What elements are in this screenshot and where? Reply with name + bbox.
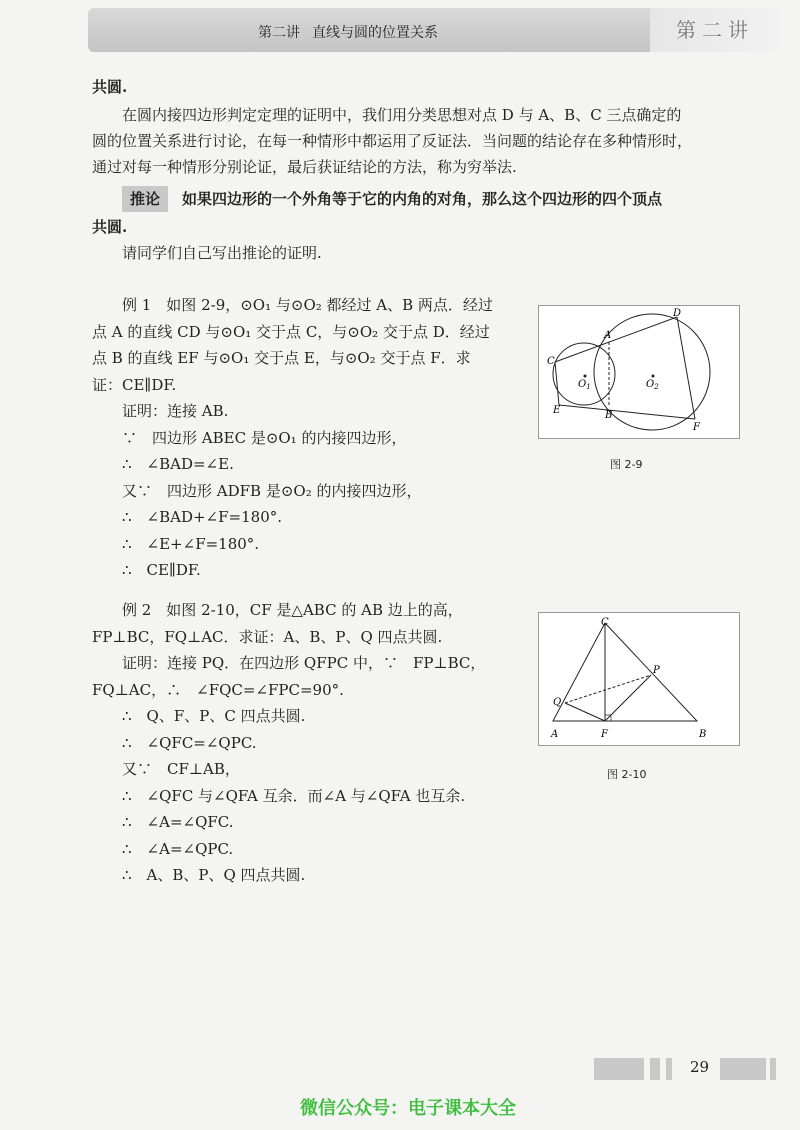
ex1-line: ∴ CE∥DF. xyxy=(122,561,201,579)
ex1-line: ∵ 四边形 ABEC 是⊙O₁ 的内接四边形， xyxy=(122,428,407,447)
label-q: Q xyxy=(553,697,562,708)
corollary-exercise: 请同学们自己写出推论的证明. xyxy=(122,244,322,262)
figure-2-10 xyxy=(538,612,740,746)
chapter-label: 第二讲 xyxy=(258,25,300,41)
figure-2-9-diagram xyxy=(539,306,739,438)
para-line-3: 通过对每一种情形分别论证，最后获证结论的方法，称为穷举法. xyxy=(92,158,517,176)
label-d: D xyxy=(673,308,682,319)
segment-fp xyxy=(605,675,651,721)
corollary-text: 如果四边形的一个外角等于它的内角的对角，那么这个四边形的四个顶点 xyxy=(182,190,663,208)
label-a: A xyxy=(551,729,559,740)
ex1-line: 证明：连接 AB. xyxy=(122,402,229,420)
ex2-line: ∴ ∠A=∠QFC. xyxy=(122,813,234,831)
chapter-title: 直线与圆的位置关系 xyxy=(312,25,438,41)
ex2-line: FQ⊥AC，∴ ∠FQC=∠FPC=90°. xyxy=(92,680,344,699)
triangle-abc xyxy=(553,623,697,721)
footer-watermark: 微信公众号：电子课本大全 xyxy=(300,1098,516,1119)
ex2-line: 又∵ CF⊥AB， xyxy=(122,760,240,778)
caption-2-10: 图 2-10 xyxy=(607,768,647,781)
ex2-line: ∴ ∠QFC=∠QPC. xyxy=(122,733,257,752)
label-o1: $O_1$ xyxy=(578,379,591,391)
ex2-line: 证明：连接 PQ．在四边形 QFPC 中，∵ FP⊥BC， xyxy=(122,654,486,672)
ex1-line: 例 1 如图 2-9，⊙O₁ 与⊙O₂ 都经过 A、B 两点．经过 xyxy=(122,296,493,314)
label-b: B xyxy=(605,410,613,421)
ex1-line: ∴ ∠BAD+∠F=180°. xyxy=(122,508,283,526)
page-header xyxy=(88,8,780,52)
segment-ce xyxy=(555,362,559,405)
center-o2 xyxy=(652,375,655,378)
ex1-line: 点 A 的直线 CD 与⊙O₁ 交于点 C，与⊙O₂ 交于点 D．经过 xyxy=(92,322,490,341)
label-c: C xyxy=(601,617,609,628)
label-c: C xyxy=(547,356,555,367)
circle-o1 xyxy=(553,343,615,405)
para-line-2: 圆的位置关系进行讨论，在每一种情形中都运用了反证法．当问题的结论存在多种情形时， xyxy=(92,132,693,150)
ex1-line: ∴ ∠BAD=∠E. xyxy=(122,455,234,473)
ex1-line: 又∵ 四边形 ADFB 是⊙O₂ 的内接四边形， xyxy=(122,481,422,500)
corollary xyxy=(122,186,662,212)
line-ef xyxy=(559,405,695,419)
label-b: B xyxy=(699,729,707,740)
ex2-line: ∴ ∠A=∠QPC. xyxy=(122,839,234,858)
ex2-line: 例 2 如图 2-10，CF 是△ABC 的 AB 边上的高， xyxy=(122,601,463,619)
segment-fq xyxy=(565,703,605,721)
ex1-line: 证：CE∥DF. xyxy=(92,375,177,394)
para-line-0: 共圆. xyxy=(92,78,128,96)
label-p: P xyxy=(653,665,660,676)
segment-df xyxy=(677,317,695,419)
label-a: A xyxy=(604,330,612,341)
figure-2-9 xyxy=(538,305,740,439)
ex2-line: ∴ ∠QFC 与∠QFA 互余．而∠A 与∠QFA 也互余. xyxy=(122,786,466,805)
label-f: F xyxy=(693,422,700,433)
center-o1 xyxy=(584,375,587,378)
para-line-1: 在圆内接四边形判定定理的证明中，我们用分类思想对点 D 与 A、B、C 三点确定的 xyxy=(122,106,682,124)
page-number: 29 xyxy=(690,1058,710,1076)
header-title xyxy=(258,22,450,42)
label-o2: $O_2$ xyxy=(646,379,659,391)
figure-2-10-diagram xyxy=(539,613,739,745)
ex2-line: FP⊥BC，FQ⊥AC．求证：A、B、P、Q 四点共圆. xyxy=(92,627,443,646)
label-f: F xyxy=(601,729,608,740)
ex1-line: ∴ ∠E+∠F=180°. xyxy=(122,534,260,553)
ex2-line: ∴ Q、F、P、C 四点共圆. xyxy=(122,707,306,725)
ex2-line: ∴ A、B、P、Q 四点共圆. xyxy=(122,866,306,884)
ex1-line: 点 B 的直线 EF 与⊙O₁ 交于点 E，与⊙O₂ 交于点 F．求 xyxy=(92,349,471,367)
chapter-tab: 第二讲 xyxy=(650,8,780,52)
caption-2-9: 图 2-9 xyxy=(610,458,643,471)
line-cd xyxy=(555,317,677,362)
segment-pq xyxy=(565,675,651,703)
corollary-tag: 推论 xyxy=(122,186,168,212)
corollary-line-2: 共圆. xyxy=(92,218,128,236)
label-e: E xyxy=(553,405,561,416)
